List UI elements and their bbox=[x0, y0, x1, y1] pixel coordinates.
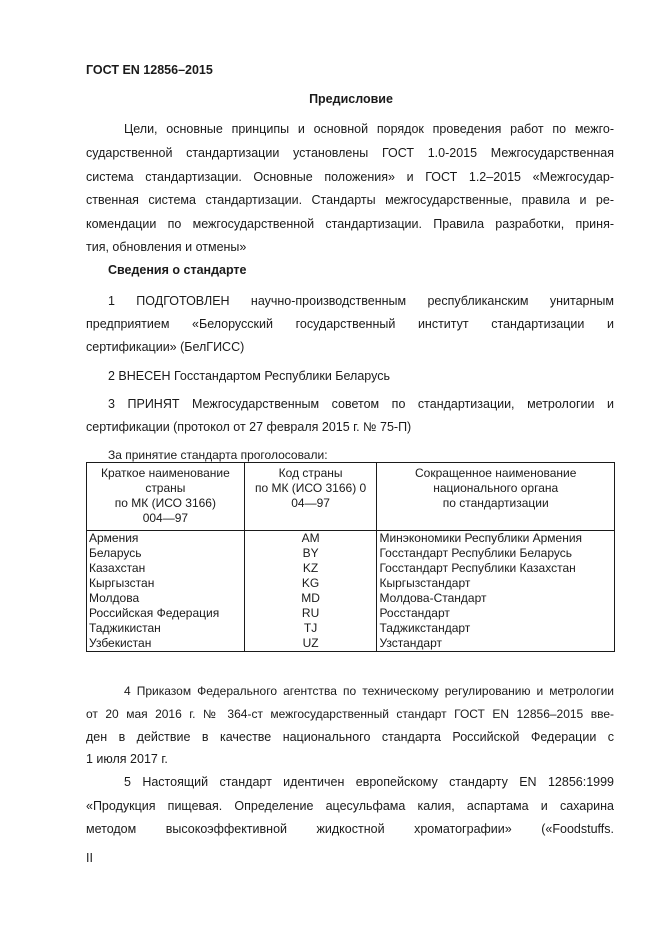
table-row bbox=[87, 606, 615, 621]
header-line: страны bbox=[145, 481, 186, 495]
item-4-line: ден в действие в качестве национального стандарта Российской Федерации с bbox=[86, 730, 614, 744]
standard-info-heading: Сведения о стандарте bbox=[108, 263, 247, 277]
header-country-code bbox=[244, 463, 377, 531]
code-cell: BY bbox=[244, 546, 377, 561]
foreword-line: тия, обновления и отмены» bbox=[86, 240, 247, 254]
country-cell: Таджикистан bbox=[87, 621, 245, 636]
country-cell: Молдова bbox=[87, 591, 245, 606]
foreword-title: Предисловие bbox=[309, 92, 393, 106]
table-row bbox=[87, 591, 615, 606]
body-cell: Госстандарт Республики Беларусь bbox=[377, 546, 615, 561]
item-4-line: 1 июля 2017 г. bbox=[86, 752, 168, 766]
header-line: 04—97 bbox=[291, 496, 330, 510]
header-line: по МК (ИСО 3166) bbox=[114, 496, 216, 510]
item-5-line: 5 Настоящий стандарт идентичен европейскому стандарту EN 12856:1999 bbox=[124, 775, 614, 789]
header-line: Краткое наименование bbox=[100, 466, 230, 480]
voting-table bbox=[86, 462, 615, 652]
table-row bbox=[87, 546, 615, 561]
country-cell: Казахстан bbox=[87, 561, 245, 576]
code-cell: KZ bbox=[244, 561, 377, 576]
item-2: 2 ВНЕСЕН Госстандартом Республики Беларусь bbox=[108, 369, 390, 383]
body-cell: Молдова-Стандарт bbox=[377, 591, 615, 606]
item-5-line: «Продукция пищевая. Определение ацесульфама калия, аспартама и сахарина bbox=[86, 799, 614, 813]
table-row bbox=[87, 576, 615, 591]
foreword-line: ственная система стандартизации. Стандарты межгосударственные, правила и ре- bbox=[86, 193, 614, 207]
item-4-line: 4 Приказом Федерального агентства по техническому регулированию и метрологии bbox=[124, 684, 614, 698]
body-cell: Минэкономики Республики Армения bbox=[377, 531, 615, 547]
body-cell: Узстандарт bbox=[377, 636, 615, 652]
country-cell: Кыргызстан bbox=[87, 576, 245, 591]
country-cell: Узбекистан bbox=[87, 636, 245, 652]
foreword-line: комендации по межгосударственной стандартизации. Правила разработки, приня- bbox=[86, 217, 614, 231]
header-line: по стандартизации bbox=[442, 496, 549, 510]
code-cell: UZ bbox=[244, 636, 377, 652]
code-cell: RU bbox=[244, 606, 377, 621]
table-row bbox=[87, 636, 615, 652]
item-3-line: 3 ПРИНЯТ Межгосударственным советом по стандартизации, метрологии и bbox=[108, 397, 614, 411]
header-line: Код страны bbox=[278, 466, 343, 480]
header-line: 004—97 bbox=[142, 511, 189, 525]
body-cell: Госстандарт Республики Казахстан bbox=[377, 561, 615, 576]
country-cell: Российская Федерация bbox=[87, 606, 245, 621]
item-1-line: 1 ПОДГОТОВЛЕН научно-производственным республиканским унитарным bbox=[108, 294, 614, 308]
code-cell: MD bbox=[244, 591, 377, 606]
doc-code-header: ГОСТ EN 12856–2015 bbox=[86, 63, 213, 77]
country-cell: Армения bbox=[87, 531, 245, 547]
table-header-row bbox=[87, 463, 615, 531]
item-1-line: предприятием «Белорусский государственный институт стандартизации и bbox=[86, 317, 614, 331]
foreword-line: система стандартизации. Основные положения» и ГОСТ 1.2–2015 «Межгосудар- bbox=[86, 170, 614, 184]
table-row bbox=[87, 621, 615, 636]
body-cell: Росстандарт bbox=[377, 606, 615, 621]
country-cell: Беларусь bbox=[87, 546, 245, 561]
item-5-line: методом высокоэффективной жидкостной хроматографии» («Foodstuffs. bbox=[86, 822, 614, 836]
body-cell: Кыргызстандарт bbox=[377, 576, 615, 591]
code-cell: AM bbox=[244, 531, 377, 547]
item-4-line: от 20 мая 2016 г. № 364-ст межгосударственный стандарт ГОСТ EN 12856–2015 вве- bbox=[86, 707, 614, 721]
header-line: национального органа bbox=[433, 481, 559, 495]
table-row bbox=[87, 561, 615, 576]
item-3-line: сертификации (протокол от 27 февраля 2015 г. № 75-П) bbox=[86, 420, 412, 434]
header-line: Сокращенное наименование bbox=[415, 466, 577, 480]
header-country-name bbox=[87, 463, 245, 531]
code-cell: TJ bbox=[244, 621, 377, 636]
page-number: II bbox=[86, 851, 93, 865]
item-1-line: сертификации» (БелГИСС) bbox=[86, 340, 245, 354]
header-national-body bbox=[377, 463, 615, 531]
foreword-line: сударственной стандартизации установлены ГОСТ 1.0-2015 Межгосударственная bbox=[86, 146, 614, 160]
foreword-line: Цели, основные принципы и основной порядок проведения работ по межго- bbox=[124, 122, 614, 136]
header-line: по МК (ИСО 3166) 0 bbox=[254, 481, 367, 495]
code-cell: KG bbox=[244, 576, 377, 591]
table-row bbox=[87, 531, 615, 547]
body-cell: Таджикстандарт bbox=[377, 621, 615, 636]
voted-caption: За принятие стандарта проголосовали: bbox=[108, 448, 328, 462]
